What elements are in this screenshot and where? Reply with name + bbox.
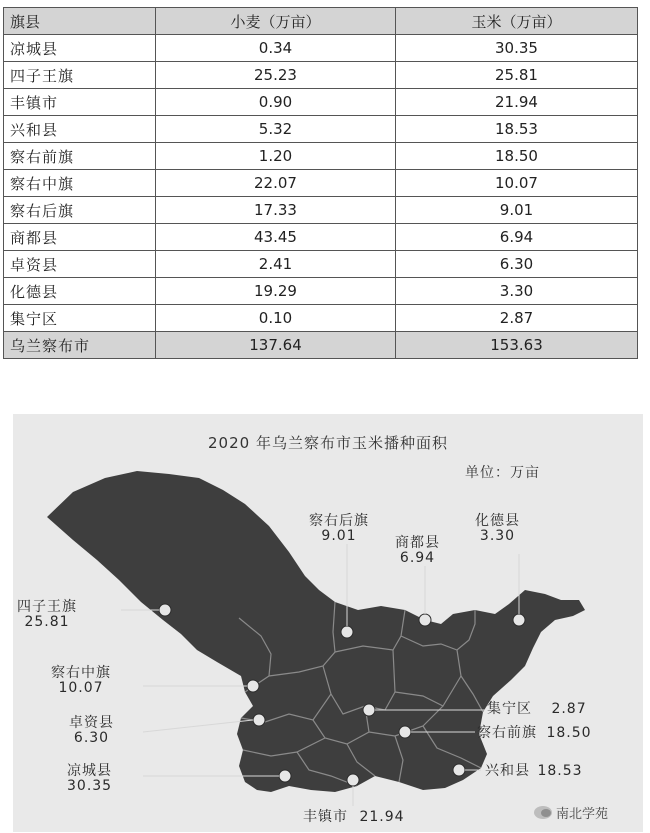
corn-area-map (13, 414, 643, 832)
cell-corn: 18.53 (396, 116, 638, 143)
cell-corn: 6.30 (396, 251, 638, 278)
cell-county: 兴和县 (4, 116, 156, 143)
cell-wheat: 19.29 (156, 278, 396, 305)
watermark-text: 南北学苑 (556, 807, 609, 822)
label-liangcheng-value: 30.35 (67, 778, 113, 794)
map-title: 2020 年乌兰察布市玉米播种面积 (208, 434, 448, 452)
label-zhuozi (69, 716, 114, 746)
table-row (4, 89, 638, 116)
cell-corn: 25.81 (396, 62, 638, 89)
header-wheat: 小麦（万亩） (156, 8, 396, 35)
label-siziwang-value: 25.81 (24, 614, 70, 630)
table-row (4, 143, 638, 170)
header-corn: 玉米（万亩） (396, 8, 638, 35)
cell-county: 四子王旗 (4, 62, 156, 89)
cell-wheat: 25.23 (156, 62, 396, 89)
table-row (4, 224, 638, 251)
marker-liangcheng (279, 770, 291, 782)
crop-area-table (3, 7, 638, 359)
map-unit: 单位：万亩 (465, 465, 540, 481)
table-row (4, 116, 638, 143)
watermark (534, 803, 608, 822)
label-huade-name: 化德县 (475, 513, 520, 529)
cell-wheat: 43.45 (156, 224, 396, 251)
cell-county: 凉城县 (4, 35, 156, 62)
wechat-icon (534, 806, 552, 819)
marker-zhuozi (253, 714, 265, 726)
total-wheat: 137.64 (156, 332, 396, 359)
table-row (4, 305, 638, 332)
cell-corn: 3.30 (396, 278, 638, 305)
label-jining (487, 702, 587, 717)
marker-siziwang (159, 604, 171, 616)
cell-county: 商都县 (4, 224, 156, 251)
label-chayouqian-name: 察右前旗 (477, 725, 537, 741)
cell-corn: 21.94 (396, 89, 638, 116)
label-fengzhen (303, 810, 405, 825)
table-row (4, 62, 638, 89)
table-total-row (4, 332, 638, 359)
cell-corn: 2.87 (396, 305, 638, 332)
cell-wheat: 22.07 (156, 170, 396, 197)
total-corn: 153.63 (396, 332, 638, 359)
marker-chayouqian (399, 726, 411, 738)
label-chayouhou (309, 514, 369, 544)
marker-huade (513, 614, 525, 626)
cell-corn: 18.50 (396, 143, 638, 170)
marker-jining (363, 704, 375, 716)
header-county: 旗县 (4, 8, 156, 35)
cell-county: 察右中旗 (4, 170, 156, 197)
label-huade (475, 514, 520, 544)
label-chayouqian-value: 18.50 (546, 725, 592, 741)
marker-fengzhen (347, 774, 359, 786)
label-chayouqian (477, 726, 592, 741)
label-liangcheng-name: 凉城县 (67, 763, 113, 779)
label-fengzhen-name: 丰镇市 (303, 809, 348, 825)
cell-county: 察右后旗 (4, 197, 156, 224)
label-chayouhou-name: 察右后旗 (309, 513, 369, 529)
total-label: 乌兰察布市 (4, 332, 156, 359)
label-xinghe-name: 兴和县 (485, 763, 530, 779)
label-chayouzhong (51, 666, 111, 696)
label-huade-value: 3.30 (479, 528, 516, 544)
cell-county: 丰镇市 (4, 89, 156, 116)
label-xinghe (485, 764, 583, 779)
label-shangdu-name: 商都县 (395, 535, 440, 551)
label-zhuozi-value: 6.30 (73, 730, 110, 746)
label-zhuozi-name: 卓资县 (69, 715, 114, 731)
marker-xinghe (453, 764, 465, 776)
cell-wheat: 1.20 (156, 143, 396, 170)
label-shangdu-value: 6.94 (399, 550, 436, 566)
cell-wheat: 0.90 (156, 89, 396, 116)
cell-corn: 30.35 (396, 35, 638, 62)
label-shangdu (395, 536, 440, 566)
cell-wheat: 5.32 (156, 116, 396, 143)
label-fengzhen-value: 21.94 (359, 809, 405, 825)
label-siziwang (17, 600, 77, 630)
cell-wheat: 17.33 (156, 197, 396, 224)
table-body (4, 35, 638, 359)
label-chayouzhong-value: 10.07 (58, 680, 104, 696)
cell-corn: 10.07 (396, 170, 638, 197)
cell-county: 卓资县 (4, 251, 156, 278)
marker-chayouzhong (247, 680, 259, 692)
label-chayouhou-value: 9.01 (321, 528, 357, 544)
cell-corn: 9.01 (396, 197, 638, 224)
cell-corn: 6.94 (396, 224, 638, 251)
cell-county: 集宁区 (4, 305, 156, 332)
table-row (4, 35, 638, 62)
label-xinghe-value: 18.53 (537, 763, 583, 779)
label-chayouzhong-name: 察右中旗 (51, 665, 111, 681)
cell-wheat: 2.41 (156, 251, 396, 278)
table-header-row (4, 8, 638, 35)
label-liangcheng (67, 764, 112, 794)
cell-county: 察右前旗 (4, 143, 156, 170)
cell-wheat: 0.34 (156, 35, 396, 62)
cell-wheat: 0.10 (156, 305, 396, 332)
cell-county: 化德县 (4, 278, 156, 305)
table-row (4, 170, 638, 197)
label-siziwang-name: 四子王旗 (17, 599, 77, 615)
label-jining-value: 2.87 (551, 701, 587, 717)
table-row (4, 251, 638, 278)
table-row (4, 278, 638, 305)
marker-chayouhou (341, 626, 353, 638)
marker-shangdu (419, 614, 431, 626)
label-jining-name: 集宁区 (487, 701, 532, 717)
table-row (4, 197, 638, 224)
